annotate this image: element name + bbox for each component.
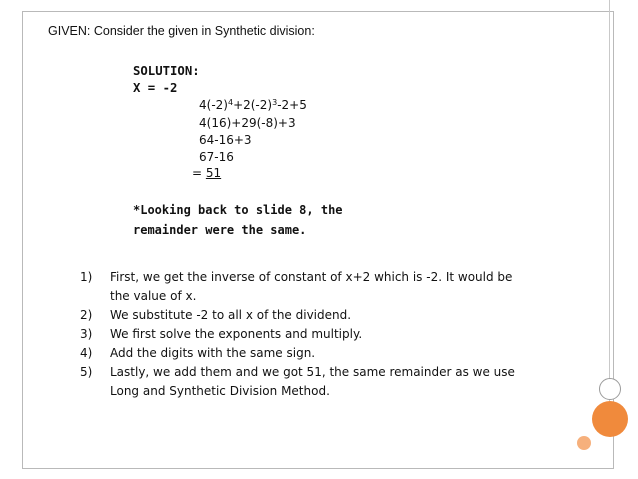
decorative-outline-circle (599, 378, 621, 400)
work-line-1-exp2: 3 (272, 98, 278, 107)
step-number: 1) (80, 270, 93, 284)
remainder-note: *Looking back to slide 8, the remainder were the same. (133, 203, 343, 237)
work-line-1-c: -2+5 (277, 98, 307, 112)
steps-list (80, 268, 520, 401)
decorative-vertical-line (609, 0, 610, 402)
result-value: 51 (205, 166, 222, 180)
x-value: X = -2 (133, 81, 178, 95)
list-item (80, 325, 520, 344)
result-prefix: = (192, 166, 206, 180)
work-result (192, 166, 221, 180)
step-number: 5) (80, 365, 93, 379)
step-number: 2) (80, 308, 93, 322)
work-line-4: 67-16 (199, 150, 234, 164)
step-text: We first solve the exponents and multiply. (110, 327, 363, 341)
work-line-3: 64-16+3 (199, 133, 252, 147)
step-text: Add the digits with the same sign. (110, 346, 316, 360)
work-line-2: 4(16)+29(-8)+3 (199, 116, 296, 130)
step-text: We substitute -2 to all x of the dividend. (110, 308, 352, 322)
work-line-1-a: 4(-2) (199, 98, 228, 112)
work-line-1-b: +2(-2) (233, 98, 273, 112)
decorative-small-orange-circle (577, 436, 591, 450)
list-item (80, 344, 520, 363)
step-text: First, we get the inverse of constant of x+2 which is -2. It would be the value of x. (110, 270, 513, 303)
list-item (80, 268, 520, 306)
list-item (80, 306, 520, 325)
decorative-orange-circle (592, 401, 628, 437)
work-line-1-exp1: 4 (227, 98, 234, 107)
solution-label: SOLUTION: (133, 64, 200, 78)
step-text: Lastly, we add them and we got 51, the same remainder as we use Long and Synthetic Division Method. (110, 365, 515, 398)
step-number: 3) (80, 327, 93, 341)
step-number: 4) (80, 346, 93, 360)
work-line-1 (199, 98, 307, 112)
given-heading: GIVEN: Consider the given in Synthetic division: (48, 24, 315, 38)
list-item (80, 363, 520, 401)
